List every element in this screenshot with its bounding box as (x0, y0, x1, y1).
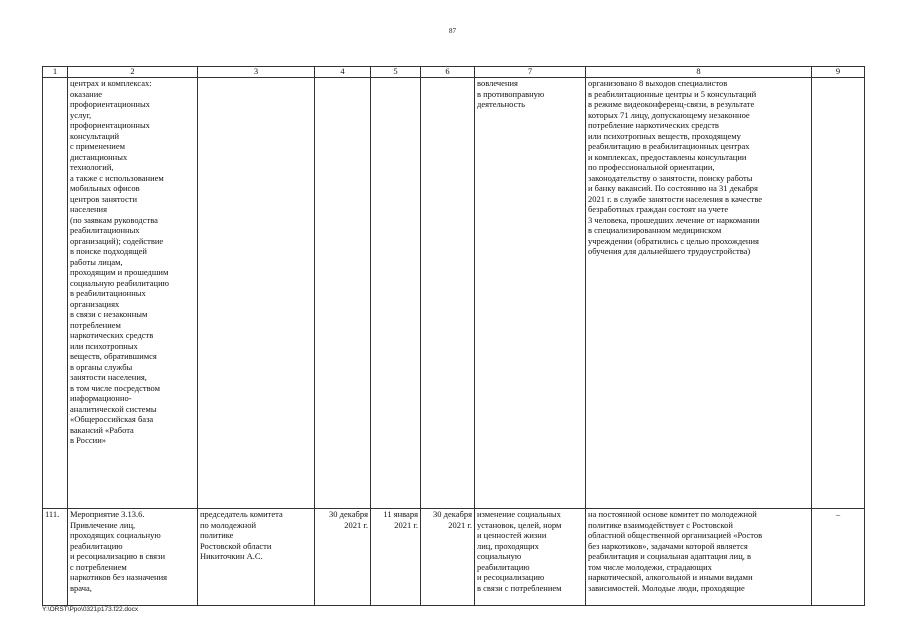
row-number-cell (43, 78, 68, 509)
deadline-cell (315, 78, 371, 509)
text-line: которых 71 лицу, допускающему незаконное (588, 109, 750, 120)
text-line: вовлечения (477, 78, 518, 88)
text-line: лиц, проходящих (477, 540, 539, 551)
text-line: в органы службы (70, 361, 133, 372)
text-line: том числе молодежи, страдающих (588, 561, 712, 572)
text-line: населения (70, 204, 107, 214)
text-line: организациях (70, 298, 120, 309)
text-line: по профессиональной ориентации, (588, 162, 715, 172)
text-line: наркотических средств (70, 330, 154, 340)
text-line: обучения для дальнейшего трудоустройства) (588, 246, 751, 256)
executor-cell (198, 78, 315, 509)
col-header: 3 (198, 67, 315, 78)
note-cell (812, 78, 865, 509)
text-line: или психотропных (70, 340, 138, 351)
file-path-footer: Y:\ORST\Ppo\0321p173.f22.docx (42, 606, 139, 613)
text-line: в реабилитационных (70, 288, 146, 298)
text-line: мобильных офисов (70, 183, 140, 193)
text-line: Мероприятие 3.13.6. (70, 509, 145, 519)
text-line: или психотропных веществ, проходящему (588, 130, 741, 141)
text-line: Никиточкин А.С. (200, 551, 263, 561)
text-line: реабилитацию (477, 561, 530, 572)
col-header: 7 (475, 67, 586, 78)
text-line: веществ, обратившимся (70, 351, 157, 361)
text-line: услуг, (70, 109, 92, 120)
text-line: профориентационных (70, 120, 150, 130)
text-line: технологий, (70, 162, 114, 172)
text-line: реабилитационных (70, 225, 140, 235)
text-line: и банку вакансий. По состоянию на 31 декабря (588, 183, 758, 193)
text-line: 3 человека, прошедших лечение от наркомании (588, 214, 760, 225)
text-line: политике взаимодействует с Ростовской (588, 519, 733, 530)
text-line: областной общественной организацией «Ростов (588, 530, 763, 540)
text-line: 2021 г. в службе занятости населения в качестве (588, 193, 763, 204)
text-line: деятельность (477, 99, 525, 109)
text-line: реабилитация и социальная адаптация лиц, в (588, 551, 752, 561)
text-line: а также с использованием (70, 172, 164, 183)
text-line: консультаций (70, 130, 120, 141)
text-line: зависимостей. Молодые люди, проходящие (588, 582, 745, 593)
row-number-cell: 111. (43, 509, 68, 606)
text-line: с применением (70, 141, 125, 151)
text-line: вакансий «Работа (70, 424, 134, 435)
col-header: 6 (421, 67, 475, 78)
text-line: и ресоциализацию в связи (70, 551, 165, 561)
text-line: на постоянной основе комитет по молодежной (588, 509, 757, 519)
text-line: наркотиков без назначения (70, 572, 168, 582)
text-line: Привлечение лиц, (70, 519, 136, 530)
text-line: 2021 г. (394, 519, 418, 530)
text-line: реабилитацию в реабилитационных центрах (588, 141, 750, 151)
text-line: с потреблением (70, 561, 127, 572)
text-line: центров занятости (70, 193, 138, 204)
text-line: 30 декабря (433, 509, 472, 519)
text-line: без наркотиков», задачами которой является (588, 540, 748, 551)
deadline-cell (315, 509, 371, 606)
text-line: 11 января (383, 509, 418, 519)
report-table (42, 66, 865, 606)
text-line: работы лицам, (70, 256, 123, 267)
text-line: организаций); содействие (70, 235, 164, 246)
text-line: и комплексах, предоставлены консультации (588, 151, 747, 162)
col-header: 9 (812, 67, 865, 78)
text-line: Ростовской области (200, 540, 272, 551)
table-row-111 (43, 509, 865, 606)
text-line: 30 декабря (329, 509, 368, 519)
text-line: 2021 г. (448, 519, 472, 530)
text-line: дистанционных (70, 151, 128, 162)
end-date-cell (421, 78, 475, 509)
text-line: в том числе посредством (70, 382, 160, 393)
col-header: 2 (68, 67, 198, 78)
text-line: оказание (70, 88, 103, 99)
text-line: изменение социальных (477, 509, 561, 519)
text-line: социальную реабилитацию (70, 277, 169, 288)
text-line: в России» (70, 435, 107, 445)
text-line: проходящим и прошедшим (70, 267, 169, 277)
text-line: законодательству о занятости, поиску работы (588, 172, 753, 183)
text-line: безработных граждан состоят на учете (588, 204, 729, 214)
expected-result-cell (475, 509, 586, 606)
text-line: в связи с потреблением (477, 582, 562, 593)
text-line: организовано 8 выходов специалистов (588, 78, 728, 88)
text-line: 2021 г. (344, 519, 368, 530)
text-line: «Общероссийская база (70, 414, 154, 424)
page-number: 87 (449, 27, 456, 35)
start-date-cell (371, 509, 421, 606)
col-header: 8 (586, 67, 812, 78)
text-line: реабилитацию (70, 540, 123, 551)
text-line: в противоправную (477, 88, 545, 99)
text-line: политике (200, 530, 234, 540)
text-line: врача, (70, 582, 92, 593)
table-row-continuation (43, 78, 865, 509)
text-line: по молодежной (200, 519, 257, 530)
text-line: (по заявкам руководства (70, 214, 158, 225)
text-line: в режиме видеоконференц-связи, в результате (588, 99, 755, 109)
text-line: и ценностей жизни (477, 530, 547, 540)
text-line: информационно- (70, 393, 132, 403)
col-header: 4 (315, 67, 371, 78)
text-line: аналитической системы (70, 403, 157, 414)
col-header: 5 (371, 67, 421, 78)
text-line: наркотической, алкогольной и иными видами (588, 572, 753, 582)
result-cell (586, 509, 812, 606)
result-cell (586, 78, 812, 509)
text-line: в связи с незаконным (70, 309, 148, 319)
text-line: профориентационных (70, 99, 150, 109)
expected-result-cell (475, 78, 586, 509)
text-line: центрах и комплексах: (70, 78, 152, 88)
start-date-cell (371, 78, 421, 509)
text-line: потреблением (70, 319, 121, 330)
column-number-row (43, 67, 865, 78)
col-header: 1 (43, 67, 68, 78)
text-line: проходящих социальную (70, 530, 161, 540)
text-line: и ресоциализацию (477, 572, 545, 582)
measure-cell (68, 78, 198, 509)
text-line: в специализированном медицинском (588, 225, 722, 235)
measure-cell (68, 509, 198, 606)
text-line: социальную (477, 551, 522, 561)
text-line: учреждении (обратились с целью прохождения (588, 235, 759, 246)
text-line: установок, целей, норм (477, 519, 562, 530)
text-line: председатель комитета (200, 509, 283, 519)
end-date-cell (421, 509, 475, 606)
text-line: занятости населения, (70, 372, 147, 382)
executor-cell (198, 509, 315, 606)
note-cell: – (812, 509, 865, 606)
text-line: в поиске подходящей (70, 246, 147, 256)
text-line: в реабилитационные центры и 5 консультаций (588, 88, 757, 99)
text-line: потребление наркотических средств (588, 120, 719, 130)
